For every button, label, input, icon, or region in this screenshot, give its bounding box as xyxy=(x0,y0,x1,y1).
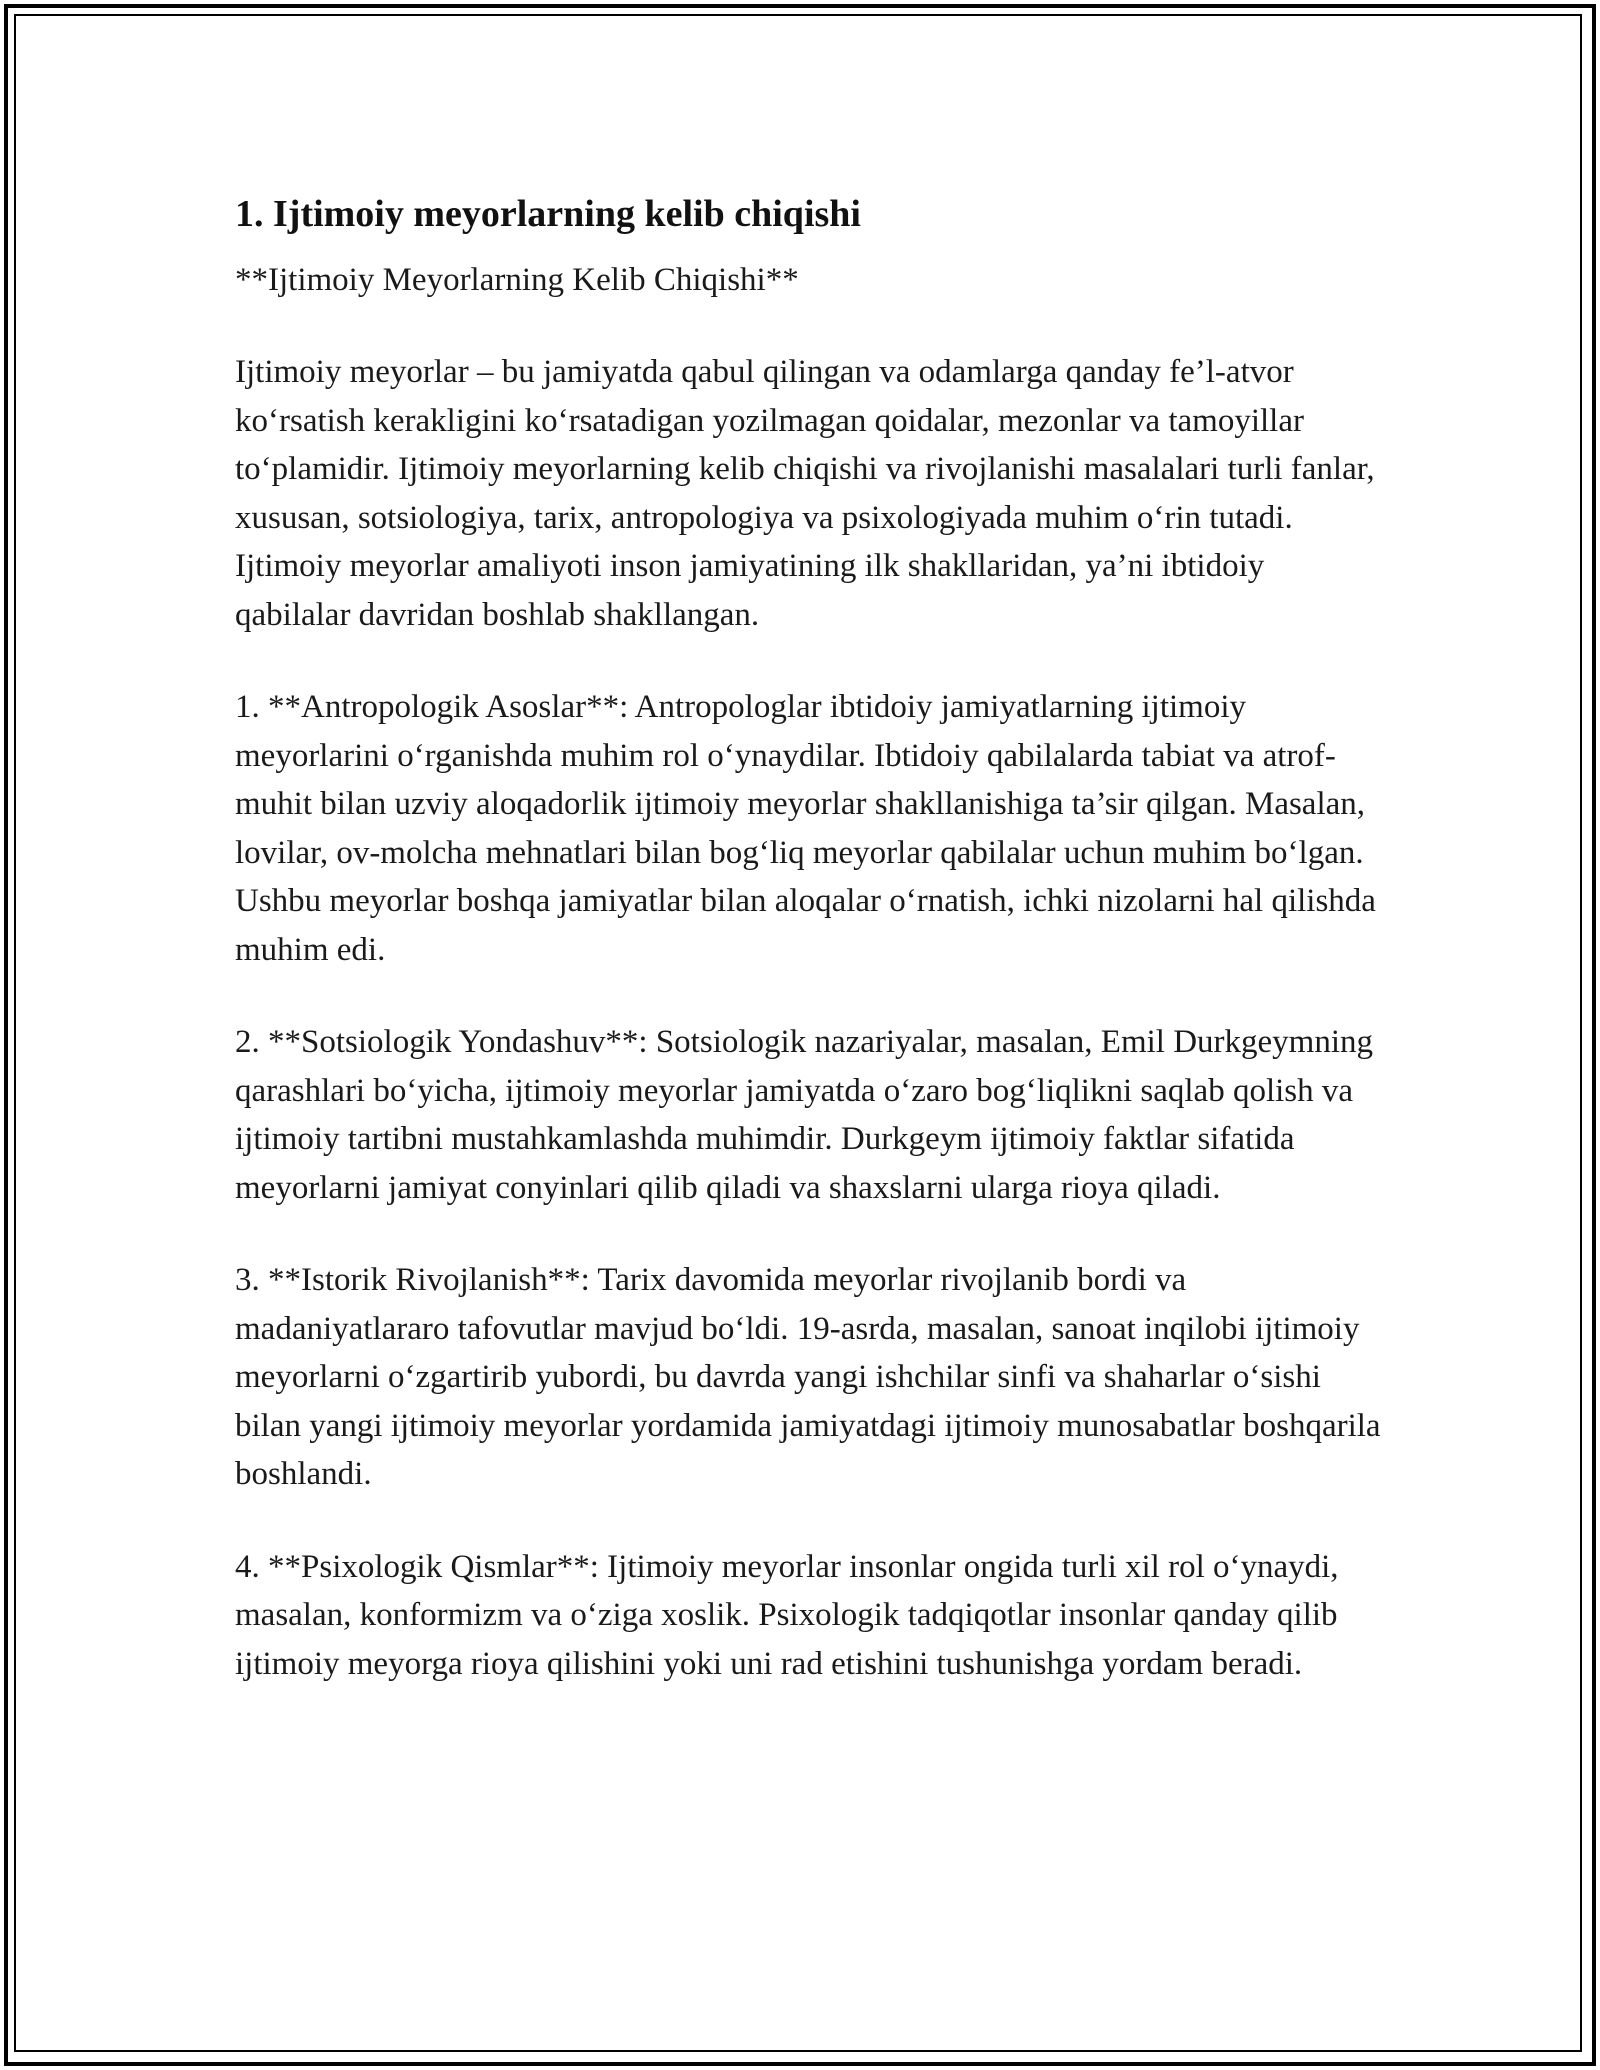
paragraph-sociological: 2. **Sotsiologik Yondashuv**: Sotsiologik nazariyalar, masalan, Emil Durkgeymning qarashlari bo‘yicha, ijtimoiy meyorlar jamiyatda o‘zaro bog‘liqlikni saqlab qolish va ijtimoiy tartibni mustahkamlashda muhimdir. Durkgeym ijtimoiy faktlar sifatida meyorlarni jamiyat conyinlari qilib qiladi va shaxslarni ularga rioya qiladi. xyxy=(235,1024,1374,1206)
document-page xyxy=(235,188,1385,1688)
paragraph-historical: 3. **Istorik Rivojlanish**: Tarix davomida meyorlar rivojlanib bordi va madaniyatlararo tafovutlar mavjud bo‘ldi. 19-asrda, masalan, sanoat inqilobi ijtimoiy meyorlarni o‘zgartirib yubordi, bu davrda yangi ishchilar sinfi va shaharlar o‘sishi bilan yangi ijtimoiy meyorlar yordamida jamiyatdagi ijtimoiy munosabatlar boshqarila boshlandi. xyxy=(235,1262,1381,1492)
paragraph-intro: Ijtimoiy meyorlar – bu jamiyatda qabul qilingan va odamlarga qanday fe’l-atvor ko‘rsatish kerakligini ko‘rsatadigan yozilmagan qoidalar, mezonlar va tamoyillar to‘plamidir. Ijtimoiy meyorlarning kelib chiqishi va rivojlanishi masalalari turli fanlar, xususan, sotsiologiya, tarix, antropologiya va psixologiyada muhim o‘rin tutadi. Ijtimoiy meyorlar amaliyoti inson jamiyatining ilk shakllaridan, ya’ni ibtidoiy qabilalar davridan boshlab shakllangan. xyxy=(235,354,1375,633)
document-heading: 1. Ijtimoiy meyorlarning kelib chiqishi xyxy=(235,193,861,235)
document-subtitle: **Ijtimoiy Meyorlarning Kelib Chiqishi** xyxy=(235,262,799,298)
paragraph-psychological: 4. **Psixologik Qismlar**: Ijtimoiy meyorlar insonlar ongida turli xil rol o‘ynaydi, masalan, konformizm va o‘ziga xoslik. Psixologik tadqiqotlar insonlar qanday qilib ijtimoiy meyorga rioya qilishini yoki uni rad etishini tushunishga yordam beradi. xyxy=(235,1548,1339,1682)
paragraph-anthropological: 1. **Antropologik Asoslar**: Antropologlar ibtidoiy jamiyatlarning ijtimoiy meyorlarini o‘rganishda muhim rol o‘ynaydilar. Ibtidoiy qabilalarda tabiat va atrof-muhit bilan uzviy aloqadorlik ijtimoiy meyorlar shakllanishiga ta’sir qilgan. Masalan, lovilar, ov-molcha mehnatlari bilan bog‘liq meyorlar qabilalar uchun muhim bo‘lgan. Ushbu meyorlar boshqa jamiyatlar bilan aloqalar o‘rnatish, ichki nizolarni hal qilishda muhim edi. xyxy=(235,689,1376,968)
